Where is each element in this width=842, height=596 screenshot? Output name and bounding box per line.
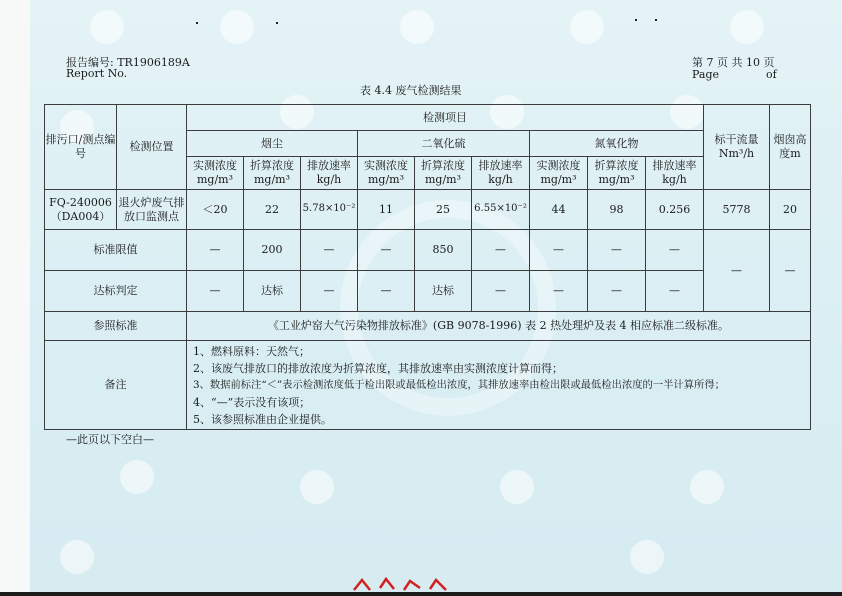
flow-value: 5778 bbox=[704, 190, 770, 230]
table-title: 表 4.4 废气检测结果 bbox=[360, 84, 462, 97]
table-row: 标准限值 — 200 — — 850 — — — — — — bbox=[45, 230, 811, 271]
blank-below-note: —此页以下空白— bbox=[66, 433, 154, 446]
bottom-edge bbox=[0, 592, 842, 596]
page-indicator-en: Page of bbox=[692, 68, 777, 81]
table-row bbox=[45, 312, 811, 341]
page-left-margin bbox=[0, 0, 30, 596]
sub-header: 实测浓度 mg/m³ bbox=[187, 157, 244, 190]
table-row: FQ-240006（DA004） 退火炉废气排放口监测点 ＜20 22 5.78×10⁻² 11 25 6.55×10⁻² 44 98 0.256 5778 20 bbox=[45, 190, 811, 230]
sub-header: 排放速率 kg/h bbox=[472, 157, 530, 190]
page-total: 10 bbox=[746, 56, 760, 69]
remark-item: 5、该参照标准由企业提供。 bbox=[193, 412, 332, 426]
header-items: 检测项目 bbox=[187, 105, 704, 131]
header-location: 检测位置 bbox=[117, 105, 187, 190]
sub-header: 实测浓度 mg/m³ bbox=[530, 157, 588, 190]
reference-text: 《工业炉窑大气污染物排放标准》(GB 9078-1996) 表 2 热处理炉及表 4 相应标准二级标准。 bbox=[187, 312, 811, 341]
reference-label: 参照标准 bbox=[45, 312, 187, 341]
header-flow: 标干流量Nm³/h bbox=[704, 105, 770, 190]
outlet-id: FQ-240006（DA004） bbox=[45, 190, 117, 230]
remark-item: 2、该废气排放口的排放浓度为折算浓度，其排放速率由实测浓度计算而得； bbox=[193, 361, 563, 375]
group-sulfur-dioxide: 二氧化硫 bbox=[358, 131, 530, 157]
remark-item: 4、“—”表示没有该项； bbox=[193, 395, 311, 409]
page-indicator: 第 7 页 共 10 页 bbox=[692, 56, 775, 69]
group-smoke-dust: 烟尘 bbox=[187, 131, 358, 157]
sub-header: 折算浓度 mg/m³ bbox=[244, 157, 301, 190]
judge-label: 达标判定 bbox=[45, 271, 187, 312]
remark-item: 1、燃料原料：天然气； bbox=[193, 344, 310, 358]
remarks-list bbox=[187, 341, 811, 430]
remarks-label: 备注 bbox=[45, 341, 187, 430]
table-row bbox=[45, 341, 811, 430]
sub-header: 实测浓度 mg/m³ bbox=[358, 157, 415, 190]
header-chimney: 烟囱高度m bbox=[770, 105, 811, 190]
flow-limit: — bbox=[704, 230, 770, 312]
page-number: 7 bbox=[706, 56, 714, 69]
sub-header: 折算浓度 mg/m³ bbox=[588, 157, 646, 190]
header-outlet: 排污口/测点编号 bbox=[45, 105, 117, 190]
table-row: 达标判定 — 达标 — — 达标 — — — — bbox=[45, 271, 811, 312]
sub-header: 排放速率 kg/h bbox=[646, 157, 704, 190]
limit-label: 标准限值 bbox=[45, 230, 187, 271]
report-number-value: TR1906189A bbox=[117, 56, 190, 69]
report-number-label-en: Report No. bbox=[66, 67, 128, 80]
sub-header: 折算浓度 mg/m³ bbox=[415, 157, 472, 190]
red-stamp-fragment bbox=[350, 576, 470, 592]
group-nitrogen-oxides: 氮氧化物 bbox=[530, 131, 704, 157]
exhaust-gas-results-table bbox=[44, 104, 811, 430]
chimney-value: 20 bbox=[770, 190, 811, 230]
location: 退火炉废气排放口监测点 bbox=[117, 190, 187, 230]
remark-item: 3、数据前标注“＜”表示检测浓度低于检出限或最低检出浓度，其排放速率由检出限或最低检出浓度的一半计算所得； bbox=[193, 378, 725, 391]
report-number-label: 报告编号: bbox=[66, 56, 114, 69]
chimney-limit: — bbox=[770, 230, 811, 312]
sub-header: 排放速率 kg/h bbox=[301, 157, 358, 190]
